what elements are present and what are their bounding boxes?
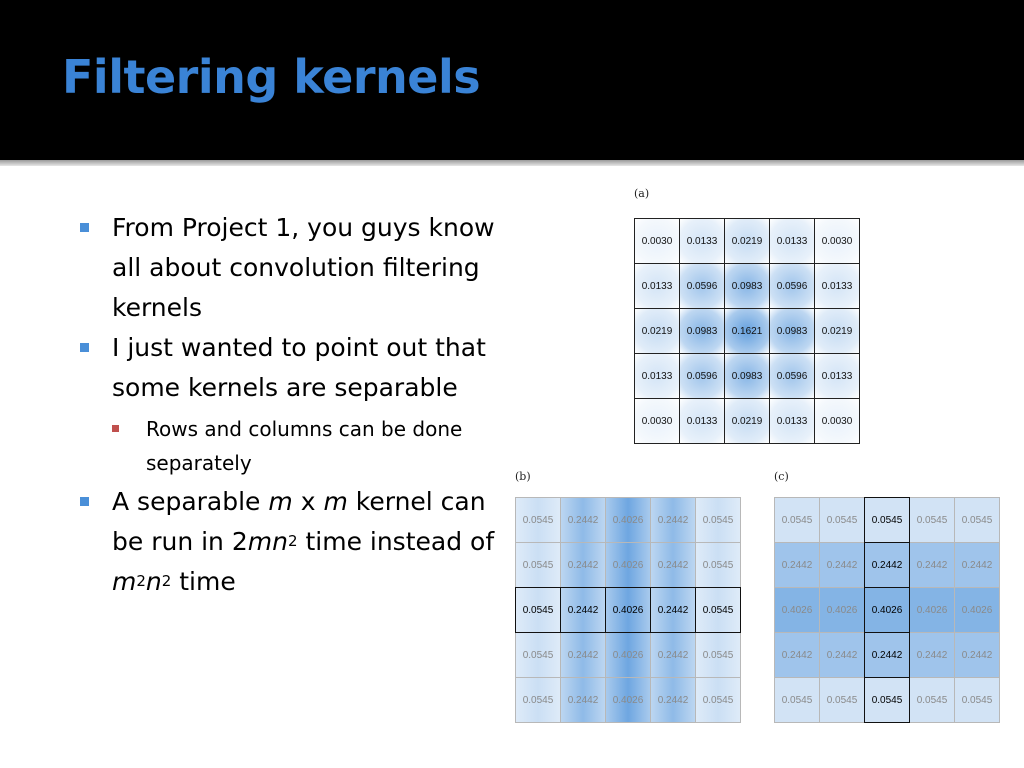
kernel-b-cell: 0.4026 <box>605 677 651 723</box>
bullet-item-separable <box>76 328 506 408</box>
kernel-c-cell: 0.0545 <box>774 677 820 723</box>
bullet-list <box>76 208 506 602</box>
kernel-c-cell: 0.4026 <box>909 587 955 633</box>
kernel-a-cell: 0.0133 <box>814 353 860 399</box>
kernel-grid-c <box>774 497 999 722</box>
bullet-square-icon <box>80 497 89 506</box>
sub-bullet-text: Rows and columns can be done separately <box>146 417 463 475</box>
kernel-b-cell: 0.2442 <box>650 587 696 633</box>
kernel-b-cell: 0.2442 <box>560 632 606 678</box>
bullet-text: From Project 1, you guys know all about convolution filtering kernels <box>112 213 495 322</box>
kernel-b-cell: 0.2442 <box>560 677 606 723</box>
kernel-b-cell: 0.2442 <box>560 542 606 588</box>
kernel-b-cell: 0.4026 <box>605 497 651 543</box>
kernel-c-cell: 0.2442 <box>819 632 865 678</box>
kernel-a-cell: 0.0219 <box>814 308 860 354</box>
kernel-c-cell: 0.0545 <box>819 677 865 723</box>
figure-c-label: (c) <box>774 470 789 483</box>
kernel-grid-b <box>515 497 740 722</box>
kernel-c-cell: 0.0545 <box>864 677 910 723</box>
kernel-a-cell: 0.0596 <box>769 263 815 309</box>
kernel-a-cell: 0.0596 <box>679 263 725 309</box>
kernel-c-cell: 0.0545 <box>819 497 865 543</box>
kernel-b-cell: 0.0545 <box>695 632 741 678</box>
kernel-c-cell: 0.2442 <box>774 542 820 588</box>
kernel-a-cell: 0.0219 <box>724 218 770 264</box>
kernel-c-cell: 0.4026 <box>774 587 820 633</box>
kernel-c-cell: 0.0545 <box>864 497 910 543</box>
kernel-b-cell: 0.0545 <box>515 542 561 588</box>
kernel-c-cell: 0.2442 <box>864 542 910 588</box>
kernel-c-cell: 0.0545 <box>954 497 1000 543</box>
kernel-b-cell: 0.4026 <box>605 587 651 633</box>
kernel-b-cell: 0.0545 <box>695 497 741 543</box>
kernel-b-cell: 0.4026 <box>605 632 651 678</box>
kernel-a-cell: 0.0030 <box>814 398 860 444</box>
figure-a-label: (a) <box>634 187 650 200</box>
kernel-a-cell: 0.0133 <box>769 398 815 444</box>
kernel-a-cell: 0.0133 <box>679 398 725 444</box>
kernel-c-cell: 0.2442 <box>954 542 1000 588</box>
kernel-b-cell: 0.0545 <box>695 587 741 633</box>
kernel-c-cell: 0.4026 <box>864 587 910 633</box>
header-divider <box>0 160 1024 166</box>
bullet-text: I just wanted to point out that some kernels are separable <box>112 333 486 402</box>
kernel-a-cell: 0.0133 <box>814 263 860 309</box>
kernel-c-cell: 0.2442 <box>954 632 1000 678</box>
kernel-a-cell: 0.0030 <box>634 398 680 444</box>
bullet-square-icon <box>80 343 89 352</box>
kernel-c-cell: 0.4026 <box>954 587 1000 633</box>
bullet-square-icon <box>80 223 89 232</box>
kernel-b-cell: 0.0545 <box>515 677 561 723</box>
kernel-a-cell: 0.0596 <box>679 353 725 399</box>
kernel-grid-a <box>634 218 859 443</box>
kernel-c-cell: 0.0545 <box>909 677 955 723</box>
kernel-b-cell: 0.0545 <box>515 587 561 633</box>
kernel-b-cell: 0.2442 <box>650 677 696 723</box>
kernel-b-cell: 0.0545 <box>695 677 741 723</box>
kernel-b-cell: 0.2442 <box>650 632 696 678</box>
kernel-a-cell: 0.1621 <box>724 308 770 354</box>
kernel-a-cell: 0.0983 <box>769 308 815 354</box>
kernel-c-cell: 0.4026 <box>819 587 865 633</box>
kernel-a-cell: 0.0983 <box>724 353 770 399</box>
bullet-item-complexity <box>76 482 506 602</box>
kernel-c-cell: 0.2442 <box>819 542 865 588</box>
sub-bullet-square-icon <box>112 425 119 432</box>
kernel-c-cell: 0.0545 <box>774 497 820 543</box>
kernel-b-cell: 0.2442 <box>560 587 606 633</box>
kernel-a-cell: 0.0596 <box>769 353 815 399</box>
kernel-a-cell: 0.0133 <box>634 263 680 309</box>
kernel-c-cell: 0.0545 <box>909 497 955 543</box>
kernel-a-cell: 0.0133 <box>769 218 815 264</box>
figure-b-label: (b) <box>515 470 531 483</box>
bullet-item-project <box>76 208 506 328</box>
kernel-b-cell: 0.2442 <box>560 497 606 543</box>
kernel-a-cell: 0.0133 <box>634 353 680 399</box>
kernel-a-cell: 0.0983 <box>679 308 725 354</box>
kernel-b-cell: 0.2442 <box>650 542 696 588</box>
kernel-c-cell: 0.0545 <box>954 677 1000 723</box>
kernel-c-cell: 0.2442 <box>864 632 910 678</box>
kernel-a-cell: 0.0030 <box>634 218 680 264</box>
kernel-c-cell: 0.2442 <box>909 542 955 588</box>
sub-bullet-item-rows-columns <box>110 412 506 480</box>
kernel-a-cell: 0.0030 <box>814 218 860 264</box>
kernel-b-cell: 0.2442 <box>650 497 696 543</box>
slide-title: Filtering kernels <box>62 50 481 104</box>
kernel-a-cell: 0.0219 <box>634 308 680 354</box>
kernel-a-cell: 0.0133 <box>679 218 725 264</box>
kernel-c-cell: 0.2442 <box>774 632 820 678</box>
kernel-a-cell: 0.0219 <box>724 398 770 444</box>
kernel-a-cell: 0.0983 <box>724 263 770 309</box>
kernel-b-cell: 0.0545 <box>515 632 561 678</box>
kernel-b-cell: 0.4026 <box>605 542 651 588</box>
kernel-b-cell: 0.0545 <box>695 542 741 588</box>
kernel-c-cell: 0.2442 <box>909 632 955 678</box>
complexity-text: A separable m x m kernel can be run in $2mn^2$ time instead of $m^2n^2$ time <box>112 487 495 596</box>
kernel-b-cell: 0.0545 <box>515 497 561 543</box>
